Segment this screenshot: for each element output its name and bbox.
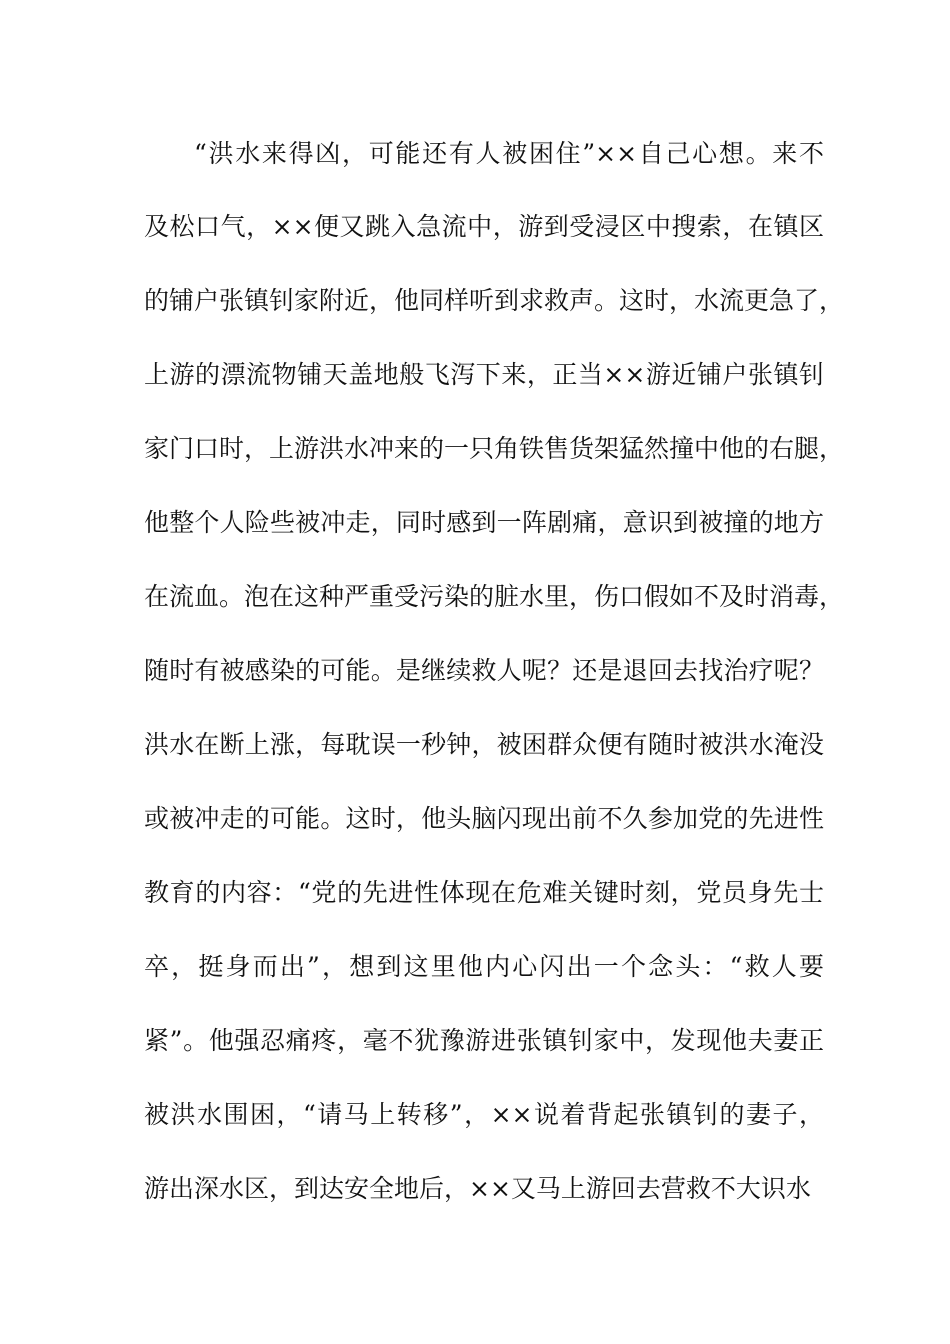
paragraph-line: 家门口时，上游洪水冲来的一只角铁售货架猛然撞中他的右腿， (144, 434, 845, 463)
paragraph-line: 或被冲走的可能。这时，他头脑闪现出前不久参加党的先进性 (144, 804, 824, 833)
paragraph-line: 上游的漂流物铺天盖地般飞泻下来，正当××游近铺户张镇钊 (144, 360, 824, 389)
paragraph-line: 卒，挺身而出”，想到这里他内心闪出一个念头：“救人要 (144, 952, 824, 981)
paragraph-line: 的铺户张镇钊家附近，他同样听到求救声。这时，水流更急了， (144, 286, 845, 315)
paragraph-line: “洪水来得凶，可能还有人被困住”××自己心想。来不 (194, 139, 824, 168)
paragraph-line: 教育的内容：“党的先进性体现在危难关键时刻，党员身先士 (144, 878, 824, 907)
paragraph-line: 洪水在断上涨，每耽误一秒钟，被困群众便有随时被洪水淹没 (144, 730, 824, 759)
paragraph-line: 被洪水围困，“请马上转移”，××说着背起张镇钊的妻子， (144, 1100, 824, 1129)
paragraph-line: 随时有被感染的可能。是继续救人呢？还是退回去找治疗呢？ (144, 656, 824, 685)
paragraph-line: 及松口气，××便又跳入急流中，游到受浸区中搜索，在镇区 (144, 212, 824, 241)
paragraph-line: 他整个人险些被冲走，同时感到一阵剧痛，意识到被撞的地方 (144, 508, 824, 537)
paragraph-line: 游出深水区，到达安全地后，××又马上游回去营救不大识水 (144, 1174, 811, 1203)
paragraph-line: 紧”。他强忍痛疼，毫不犹豫游进张镇钊家中，发现他夫妻正 (144, 1026, 824, 1055)
paragraph-line: 在流血。泡在这种严重受污染的脏水里，伤口假如不及时消毒， (144, 582, 845, 611)
